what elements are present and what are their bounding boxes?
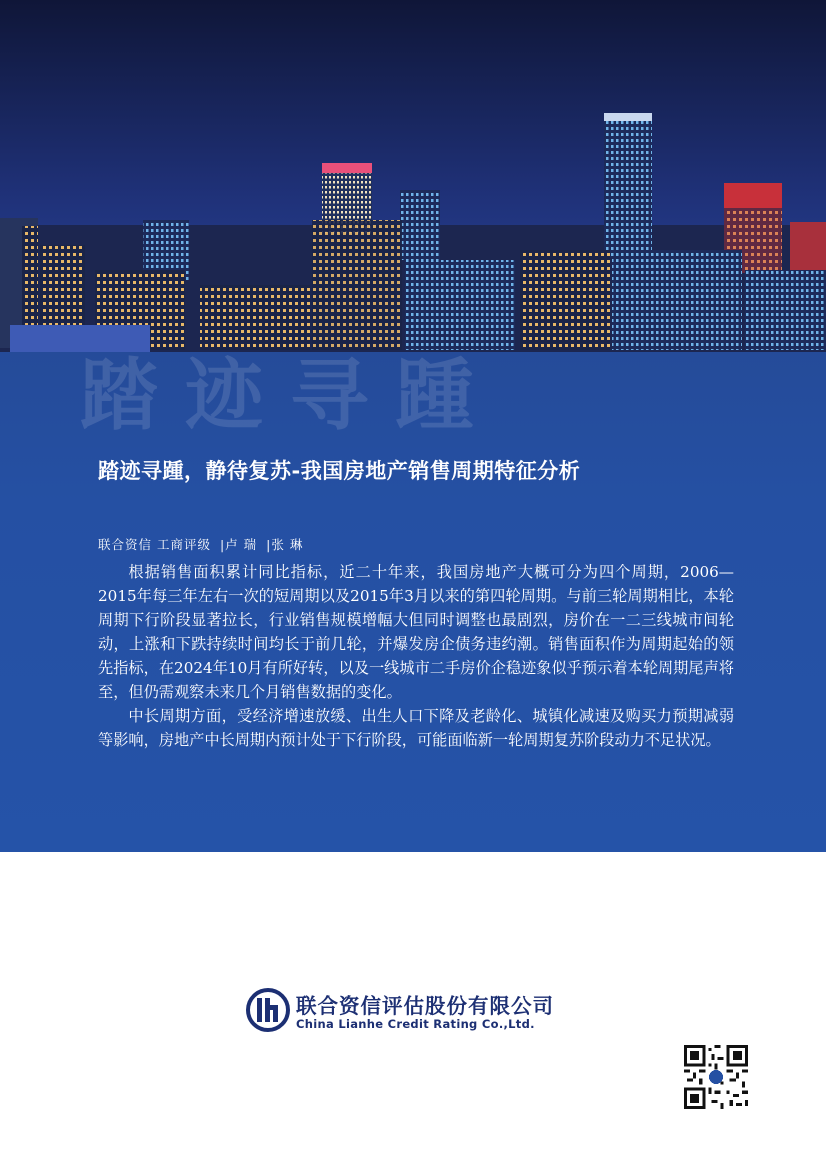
author-line [98, 535, 307, 553]
report-title: 踏迹寻踵，静待复苏-我国房地产销售周期特征分析 [98, 459, 581, 483]
company-name-cn: 联合资信评估股份有限公司 [296, 994, 554, 1018]
skyline-illustration [0, 0, 826, 352]
abstract [98, 560, 734, 752]
abstract-paragraph: 中长周期方面，受经济增速放缓、出生人口下降及老龄化、城镇化减速及购买力预期减弱等影响，房地产中长周期内预计处于下行阶段，可能面临新一轮周期复苏阶段动力不足状况。 [98, 707, 734, 749]
watermark-texture [40, 352, 820, 452]
company-name-en: China Lianhe Credit Rating Co.,Ltd. [296, 1017, 535, 1031]
cover-city-image [0, 0, 826, 352]
qr-code-icon [684, 1045, 748, 1109]
abstract-paragraph: 根据销售面积累计同比指标，近二十年来，我国房地产大概可分为四个周期，2006—2015年每三年左右一次的短周期以及2015年3月以来的第四轮周期。与前三轮周期相比，本轮周期下行阶段显著拉长，行业销售规模增幅大但同时调整也最剧烈，房价在一二三线城市间轮动，上涨和下跌持续时间均长于前几轮，并爆发房企债务违约潮。销售面积作为周期起始的领先指标，在2024年10月有所好转，以及一线城市二手房价企稳迹象似乎预示着本轮周期尾声将至，但仍需观察未来几个月销售数据的变化。 [98, 563, 734, 701]
author-name: |卢 瑞 [219, 537, 258, 552]
company-logo [246, 988, 576, 1038]
author-org: 联合资信 工商评级 [98, 537, 211, 552]
author-name: |张 琳 [266, 537, 304, 552]
svg-text:踏 迹 寻 踵: 踏 迹 寻 踵 [80, 352, 474, 441]
lianhe-logo-icon [246, 988, 290, 1032]
